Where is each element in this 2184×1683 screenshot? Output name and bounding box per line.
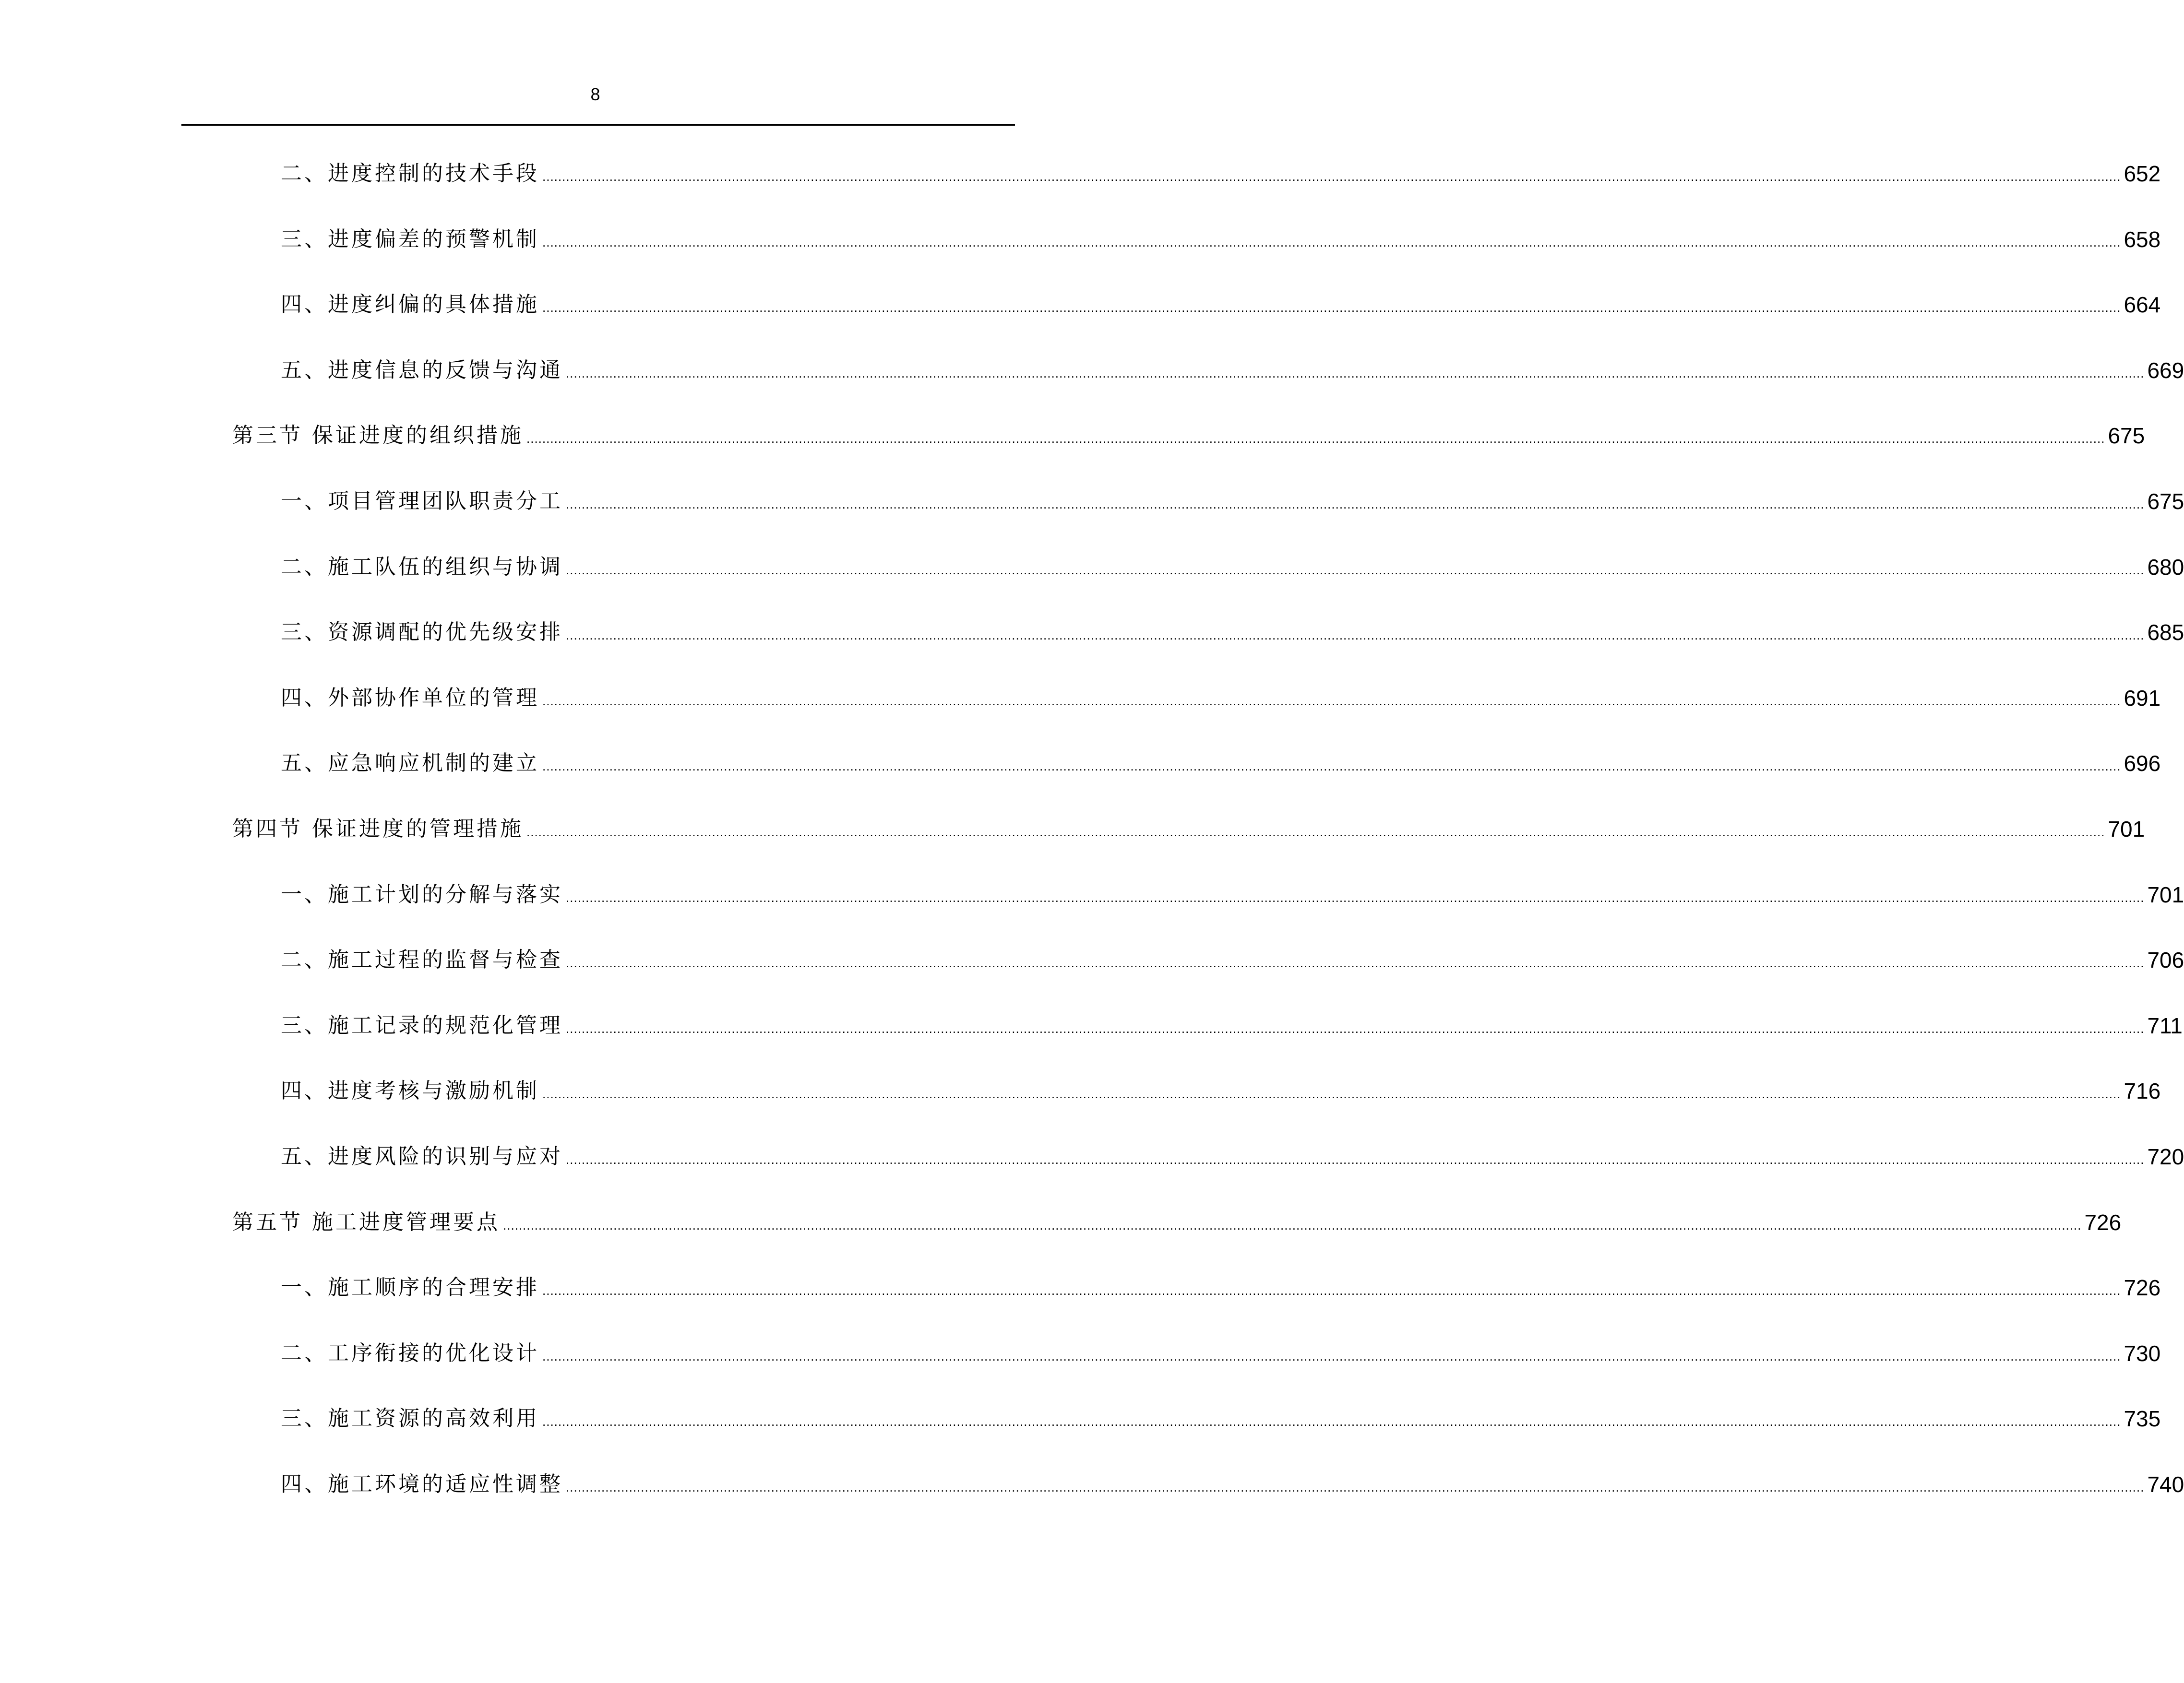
toc-entry-page: 740	[2147, 1472, 2184, 1497]
toc-entry-title: 二、工序衔接的优化设计	[281, 1340, 539, 1365]
page-number: 8	[590, 84, 600, 104]
toc-entry-page: 680	[2147, 554, 2184, 580]
toc-entry-title: 五、进度信息的反馈与沟通	[281, 357, 563, 382]
toc-entry-title: 四、进度考核与激励机制	[281, 1079, 539, 1103]
toc-entry-title: 三、资源调配的优先级安排	[281, 620, 563, 645]
dot-leader: ................................................................................................................................................................................................................................................................................................................................................................................................................	[542, 300, 2121, 315]
toc-subsection-entry[interactable]	[281, 880, 2184, 909]
toc-entry-title: 一、施工计划的分解与落实	[281, 882, 563, 907]
dot-leader: ................................................................................................................................................................................................................................................................................................................................................................................................................	[566, 890, 2145, 905]
toc-entry-page: 726	[2084, 1209, 2122, 1235]
toc-subsection-entry[interactable]	[281, 290, 2161, 319]
toc-entry-title: 第四节 保证进度的管理措施	[232, 817, 524, 841]
toc-subsection-entry[interactable]	[281, 1011, 2183, 1040]
dot-leader: ................................................................................................................................................................................................................................................................................................................................................................................................................	[542, 235, 2121, 249]
toc-subsection-entry[interactable]	[281, 749, 2161, 778]
toc-entry-page: 691	[2124, 685, 2161, 711]
toc-entry-title: 三、施工资源的高效利用	[281, 1406, 539, 1431]
toc-entry-page: 669	[2147, 357, 2184, 383]
toc-subsection-entry[interactable]	[281, 553, 2184, 581]
dot-leader: ................................................................................................................................................................................................................................................................................................................................................................................................................	[542, 693, 2121, 708]
toc-entry-title: 一、项目管理团队职责分工	[281, 489, 563, 513]
toc-subsection-entry[interactable]	[281, 159, 2161, 188]
toc-subsection-entry[interactable]	[281, 684, 2161, 712]
toc-section-entry[interactable]	[232, 1208, 2122, 1237]
toc-subsection-entry[interactable]	[281, 225, 2161, 254]
toc-entry-title: 三、进度偏差的预警机制	[281, 226, 539, 251]
toc-entry-title: 五、进度风险的识别与应对	[281, 1144, 563, 1169]
toc-entry-title: 三、施工记录的规范化管理	[281, 1013, 563, 1038]
toc-entry-title: 第五节 施工进度管理要点	[232, 1209, 500, 1234]
toc-subsection-entry[interactable]	[281, 1077, 2161, 1105]
toc-entry-page: 701	[2108, 817, 2145, 842]
toc-entry-page: 652	[2124, 161, 2161, 186]
toc-entry-page: 711	[2147, 1013, 2183, 1038]
dot-leader: ................................................................................................................................................................................................................................................................................................................................................................................................................	[526, 431, 2105, 446]
toc-entry-page: 685	[2147, 620, 2184, 645]
dot-leader: ................................................................................................................................................................................................................................................................................................................................................................................................................	[566, 1152, 2145, 1167]
toc-section-entry[interactable]	[232, 815, 2145, 843]
toc-section-entry[interactable]	[232, 421, 2145, 450]
toc-subsection-entry[interactable]	[281, 487, 2184, 516]
toc-entry-title: 第三节 保证进度的组织措施	[232, 423, 524, 448]
toc-entry-page: 730	[2124, 1340, 2161, 1366]
dot-leader: ................................................................................................................................................................................................................................................................................................................................................................................................................	[542, 1087, 2121, 1102]
toc-entry-page: 675	[2108, 423, 2145, 449]
dot-leader: ................................................................................................................................................................................................................................................................................................................................................................................................................	[542, 759, 2121, 774]
toc-subsection-entry[interactable]	[281, 1142, 2184, 1171]
toc-entry-title: 二、施工过程的监督与检查	[281, 948, 563, 972]
toc-subsection-entry[interactable]	[281, 356, 2184, 385]
dot-leader: ................................................................................................................................................................................................................................................................................................................................................................................................................	[566, 956, 2145, 971]
toc-entry-title: 四、施工环境的适应性调整	[281, 1472, 563, 1496]
dot-leader: ................................................................................................................................................................................................................................................................................................................................................................................................................	[542, 1283, 2121, 1298]
toc-subsection-entry[interactable]	[281, 618, 2184, 647]
toc-entry-title: 二、施工队伍的组织与协调	[281, 554, 563, 579]
dot-leader: ................................................................................................................................................................................................................................................................................................................................................................................................................	[566, 1480, 2145, 1494]
toc-entry-title: 四、进度纠偏的具体措施	[281, 292, 539, 317]
toc-entry-page: 706	[2147, 948, 2184, 973]
dot-leader: ................................................................................................................................................................................................................................................................................................................................................................................................................	[566, 562, 2145, 577]
toc-entry-page: 675	[2147, 489, 2184, 514]
dot-leader: ................................................................................................................................................................................................................................................................................................................................................................................................................	[566, 497, 2145, 511]
header-rule	[181, 124, 1015, 126]
toc-subsection-entry[interactable]	[281, 1404, 2161, 1433]
toc-entry-page: 735	[2124, 1406, 2161, 1432]
toc-entry-title: 一、施工顺序的合理安排	[281, 1275, 539, 1300]
toc-entry-title: 四、外部协作单位的管理	[281, 685, 539, 710]
toc-entry-title: 二、进度控制的技术手段	[281, 161, 539, 186]
toc-entry-title: 五、应急响应机制的建立	[281, 751, 539, 776]
dot-leader: ................................................................................................................................................................................................................................................................................................................................................................................................................	[566, 628, 2145, 643]
toc-entry-page: 716	[2124, 1079, 2161, 1104]
dot-leader: ................................................................................................................................................................................................................................................................................................................................................................................................................	[542, 169, 2121, 184]
dot-leader: ................................................................................................................................................................................................................................................................................................................................................................................................................	[542, 1414, 2121, 1429]
toc-entry-page: 720	[2147, 1144, 2184, 1169]
dot-leader: ................................................................................................................................................................................................................................................................................................................................................................................................................	[566, 1021, 2145, 1036]
toc-subsection-entry[interactable]	[281, 1470, 2184, 1499]
toc-entry-page: 726	[2124, 1275, 2161, 1301]
dot-leader: ................................................................................................................................................................................................................................................................................................................................................................................................................	[566, 366, 2145, 380]
toc-entry-page: 701	[2147, 882, 2184, 907]
dot-leader: ................................................................................................................................................................................................................................................................................................................................................................................................................	[526, 825, 2105, 839]
toc-subsection-entry[interactable]	[281, 946, 2184, 974]
toc-subsection-entry[interactable]	[281, 1273, 2161, 1302]
toc-entry-page: 696	[2124, 751, 2161, 776]
dot-leader: ................................................................................................................................................................................................................................................................................................................................................................................................................	[542, 1349, 2121, 1363]
toc-subsection-entry[interactable]	[281, 1339, 2161, 1368]
toc-entry-page: 658	[2124, 226, 2161, 252]
toc-entry-page: 664	[2124, 292, 2161, 318]
dot-leader: ................................................................................................................................................................................................................................................................................................................................................................................................................	[503, 1218, 2082, 1233]
